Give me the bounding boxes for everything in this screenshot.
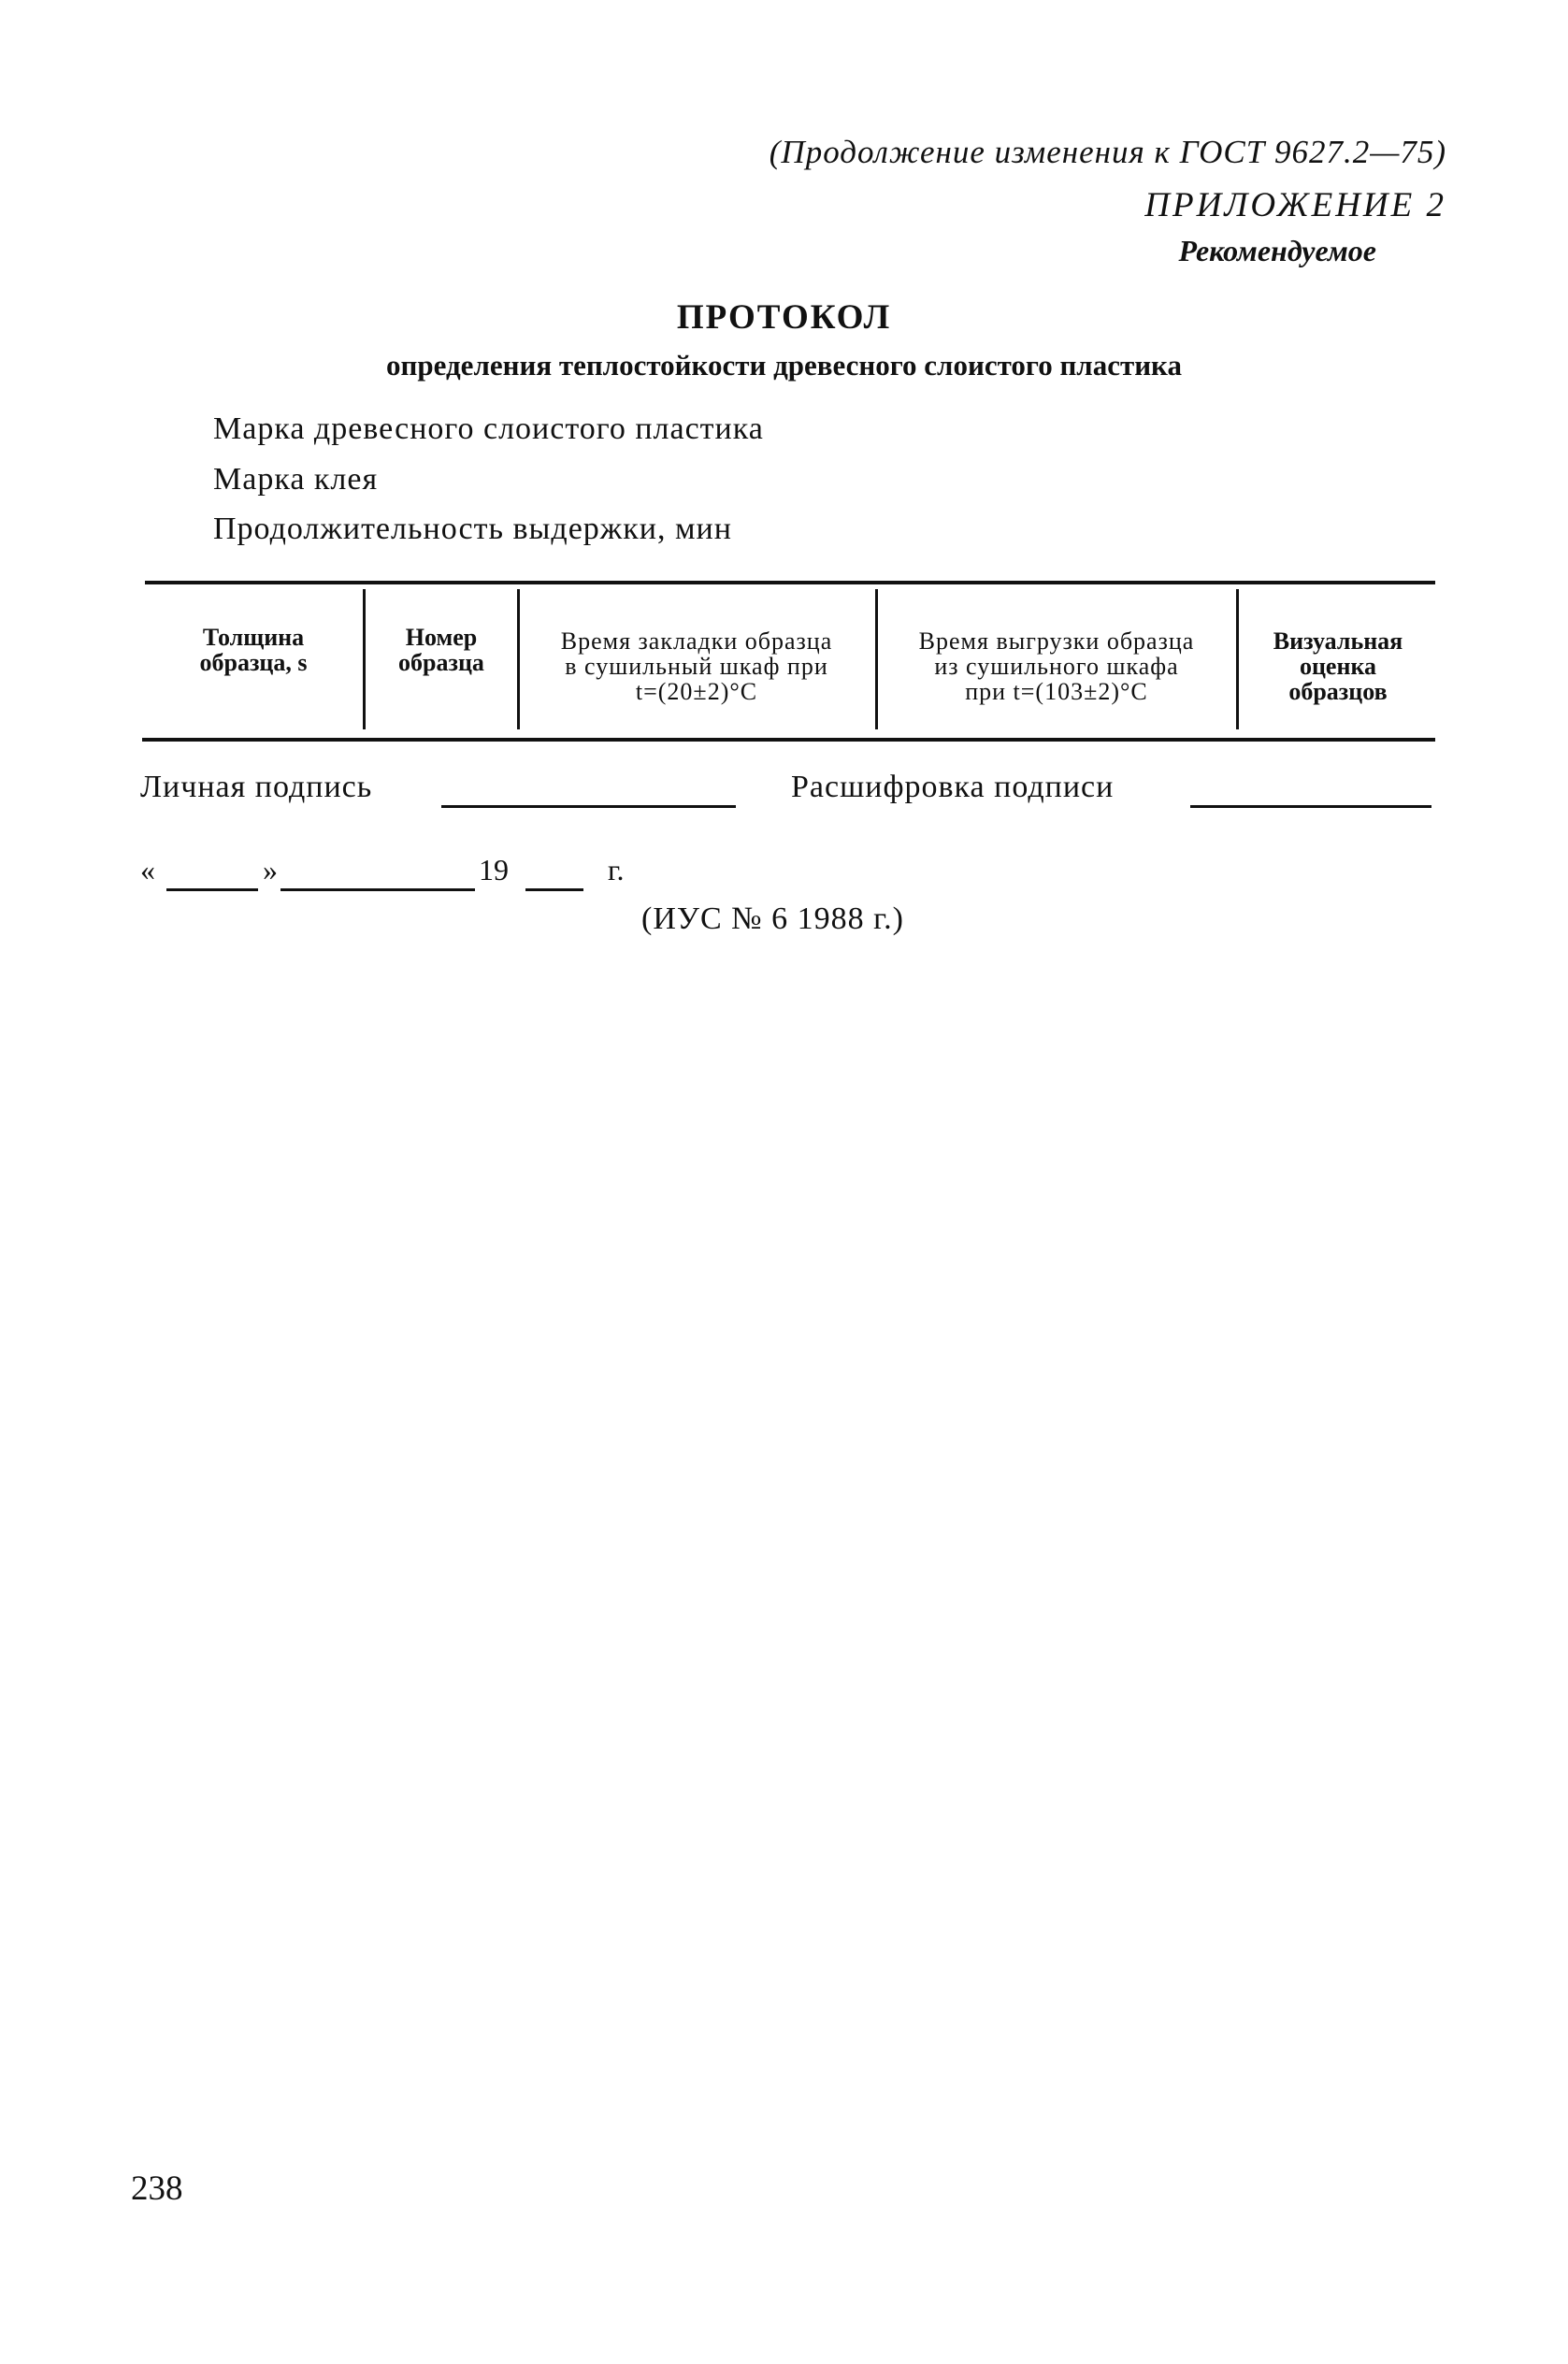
personal-signature-label: Личная подпись <box>140 770 373 804</box>
column-divider <box>875 589 878 729</box>
date-year-blank <box>525 888 583 891</box>
column-header-line: Время выгрузки образца <box>918 627 1195 655</box>
table-top-rule <box>145 581 1435 584</box>
date-close-quote: » <box>263 853 278 886</box>
column-header-line: образца, s <box>199 649 308 676</box>
protocol-title: ПРОТОКОЛ <box>676 298 892 337</box>
column-header-unload-time <box>879 628 1234 704</box>
column-header-line: образца <box>398 649 484 676</box>
date-day-blank <box>166 888 258 891</box>
signature-decode-blank <box>1190 805 1431 808</box>
column-header-line: Визуальная <box>1273 627 1403 655</box>
column-header-line: t=(20±2)°C <box>635 678 758 705</box>
date-month-blank <box>281 888 475 891</box>
table-bottom-rule <box>142 738 1435 742</box>
date-year-suffix: г. <box>608 853 625 886</box>
field-glue-grade: Марка клея <box>213 462 379 497</box>
signature-decode-label: Расшифровка подписи <box>791 770 1115 804</box>
column-header-line: Толщина <box>202 624 305 651</box>
column-divider <box>363 589 366 729</box>
column-header-load-time <box>520 628 873 704</box>
column-header-line: при t=(103±2)°C <box>965 678 1148 705</box>
column-header-line: из сушильного шкафа <box>934 653 1179 680</box>
column-header-line: оценка <box>1299 653 1377 680</box>
page-number: 238 <box>131 2169 183 2208</box>
column-header-line: Время закладки образца <box>560 627 833 655</box>
date-year-prefix: 19 <box>479 853 509 886</box>
continuation-note: (Продолжение изменения к ГОСТ 9627.2—75) <box>769 134 1446 170</box>
column-header-line: в сушильный шкаф при <box>565 653 828 680</box>
field-plastic-grade: Марка древесного слоистого пластика <box>213 411 764 446</box>
field-exposure-duration: Продолжительность выдержки, мин <box>213 512 732 546</box>
column-header-sample-number <box>367 625 516 675</box>
column-header-visual-assessment <box>1240 628 1436 704</box>
column-header-line: образцов <box>1288 678 1388 705</box>
protocol-subtitle: определения теплостойкости древесного слоистого пластика <box>386 349 1182 382</box>
column-divider <box>1236 589 1239 729</box>
personal-signature-blank <box>441 805 736 808</box>
ius-reference: (ИУС № 6 1988 г.) <box>641 901 904 936</box>
appendix-label: ПРИЛОЖЕНИЕ 2 <box>1144 186 1446 224</box>
column-header-line: Номер <box>405 624 478 651</box>
column-header-thickness <box>145 625 362 675</box>
appendix-status: Рекомендуемое <box>1178 234 1376 267</box>
date-open-quote: « <box>140 853 155 886</box>
